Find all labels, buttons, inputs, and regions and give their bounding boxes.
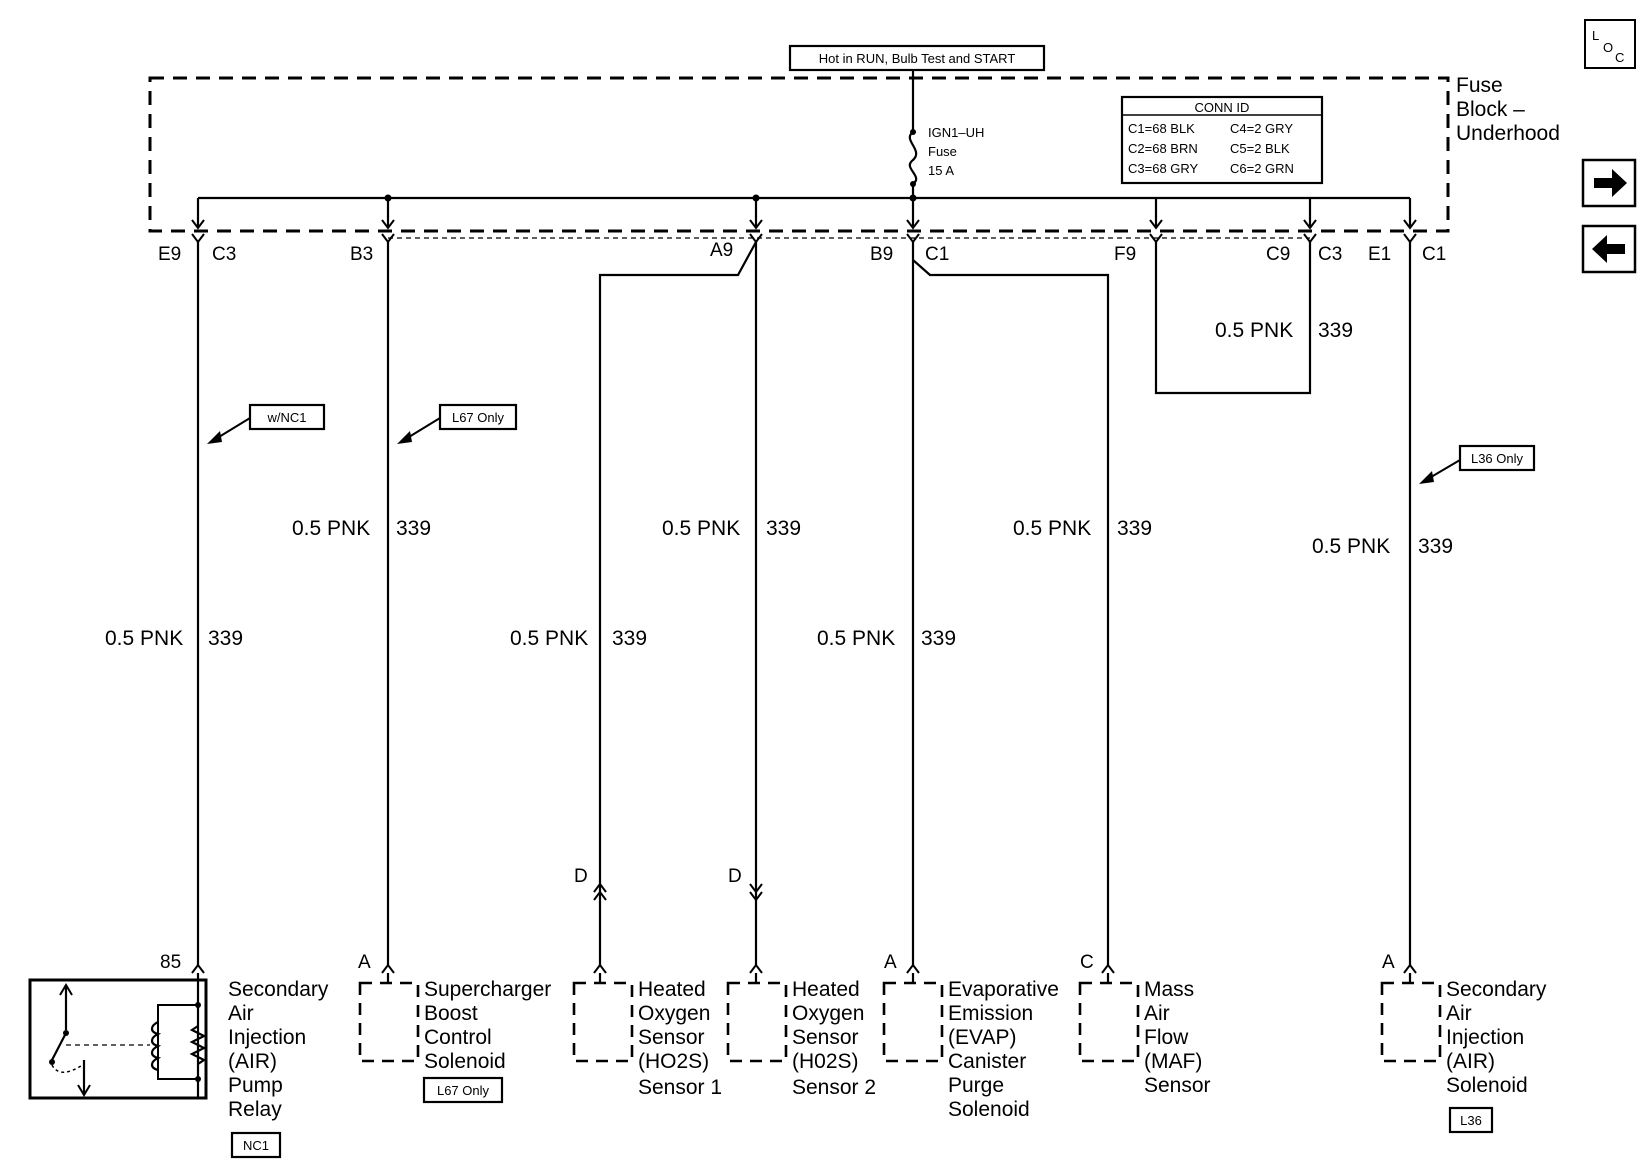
svg-text:Relay: Relay	[228, 1098, 282, 1121]
pin-b9: B9	[870, 244, 894, 265]
svg-text:(EVAP): (EVAP)	[948, 1026, 1017, 1049]
wire-gauge-1: 0.5 PNK	[105, 627, 184, 650]
svg-text:Air: Air	[1446, 1002, 1472, 1025]
ho2s-sensor2-box	[728, 983, 786, 1061]
supercharger-solenoid-label	[424, 978, 551, 1073]
svg-text:Supercharger: Supercharger	[424, 978, 552, 1001]
svg-text:L36 Only: L36 Only	[1470, 451, 1524, 466]
svg-text:Air: Air	[1144, 1002, 1170, 1025]
terminal-a-supercharger: A	[358, 952, 371, 973]
terminal-symbols	[192, 965, 1416, 973]
next-page-icon[interactable]	[1583, 160, 1635, 206]
svg-text:O: O	[1603, 40, 1614, 55]
svg-text:Solenoid: Solenoid	[948, 1098, 1030, 1121]
power-bus	[198, 195, 1410, 227]
air-solenoid-label	[1446, 978, 1547, 1097]
pin-e1: E1	[1368, 244, 1392, 265]
svg-text:Purge: Purge	[948, 1074, 1005, 1097]
option-tag-l36	[1419, 446, 1534, 484]
svg-text:(HO2S): (HO2S)	[638, 1050, 710, 1073]
svg-text:Canister: Canister	[948, 1050, 1027, 1073]
svg-text:Injection: Injection	[1446, 1026, 1525, 1049]
previous-page-icon[interactable]	[1583, 226, 1635, 272]
svg-text:(MAF): (MAF)	[1144, 1050, 1203, 1073]
option-tag-wnc1	[207, 405, 324, 444]
svg-text:w/NC1: w/NC1	[267, 410, 307, 425]
svg-text:NC1: NC1	[242, 1138, 270, 1153]
svg-text:(H02S): (H02S)	[792, 1050, 859, 1073]
pin-c9: C9	[1266, 244, 1291, 265]
svg-text:Oxygen: Oxygen	[638, 1002, 711, 1025]
svg-text:Heated: Heated	[792, 978, 860, 1001]
wires	[198, 242, 1410, 965]
air-pump-relay-label	[228, 978, 329, 1121]
loc-icon[interactable]	[1585, 20, 1635, 68]
terminal-c-maf: C	[1080, 952, 1094, 973]
svg-text:Pump: Pump	[228, 1074, 283, 1097]
svg-text:Sensor 1: Sensor 1	[638, 1076, 723, 1099]
wire-gauge-8: 0.5 PNK	[1312, 535, 1391, 558]
wire-circuit-5: 339	[921, 627, 957, 650]
option-tag-l36-bottom	[1450, 1108, 1492, 1132]
svg-text:Injection: Injection	[228, 1026, 307, 1049]
wire-circuit-7: 339	[1318, 319, 1354, 342]
svg-text:Sensor: Sensor	[638, 1026, 705, 1049]
evap-solenoid-box	[884, 983, 942, 1061]
svg-text:Solenoid: Solenoid	[1446, 1074, 1528, 1097]
svg-text:Secondary: Secondary	[1446, 978, 1547, 1001]
wire-circuit-8: 339	[1418, 535, 1454, 558]
svg-text:Mass: Mass	[1144, 978, 1195, 1001]
svg-text:CONN ID: CONN ID	[1194, 100, 1250, 115]
svg-text:C2=68 BRN: C2=68 BRN	[1128, 141, 1198, 156]
wire-circuit-2: 339	[396, 517, 432, 540]
fuse-type: Fuse	[928, 144, 957, 159]
wire-circuit-1: 339	[208, 627, 244, 650]
ho2s-sensor2-label	[792, 978, 876, 1099]
svg-text:Solenoid: Solenoid	[424, 1050, 506, 1073]
fuse-name: IGN1–UH	[928, 125, 985, 140]
svg-text:L67 Only: L67 Only	[436, 1083, 490, 1098]
svg-text:Sensor: Sensor	[792, 1026, 859, 1049]
ho2s-sensor1-label	[638, 978, 722, 1099]
option-tag-l67	[397, 405, 516, 444]
pin-c3-right: C3	[1318, 244, 1343, 265]
fuse-icon	[910, 129, 916, 187]
terminal-d-1: D	[574, 866, 588, 887]
svg-text:Heated: Heated	[638, 978, 706, 1001]
svg-text:L: L	[1592, 28, 1600, 43]
conn-id-table	[1122, 97, 1322, 183]
pin-a9: A9	[710, 240, 734, 261]
svg-text:Sensor: Sensor	[1144, 1074, 1211, 1097]
terminal-85: 85	[160, 952, 182, 973]
svg-text:L36: L36	[1460, 1113, 1482, 1128]
svg-text:C4=2 GRY: C4=2 GRY	[1230, 121, 1293, 136]
terminal-a-air-solenoid: A	[1382, 952, 1395, 973]
wire-circuit-4: 339	[766, 517, 802, 540]
svg-text:C1=68 BLK: C1=68 BLK	[1128, 121, 1195, 136]
wire-gauge-3: 0.5 PNK	[510, 627, 589, 650]
fuse-block-label-1: Fuse	[1456, 74, 1503, 97]
terminal-a-evap: A	[884, 952, 897, 973]
pin-c1-right: C1	[1422, 244, 1447, 265]
pin-c1-mid: C1	[925, 244, 950, 265]
wire-gauge-2: 0.5 PNK	[292, 517, 371, 540]
svg-text:Emission: Emission	[948, 1002, 1034, 1025]
svg-text:Control: Control	[424, 1026, 492, 1049]
power-source-label	[790, 46, 1044, 70]
air-solenoid-box	[1382, 983, 1440, 1061]
evap-solenoid-label	[948, 978, 1059, 1121]
svg-text:C6=2 GRN: C6=2 GRN	[1230, 161, 1294, 176]
svg-text:(AIR): (AIR)	[228, 1050, 277, 1073]
svg-text:Boost: Boost	[424, 1002, 478, 1025]
wire-gauge-6: 0.5 PNK	[1013, 517, 1092, 540]
svg-text:Flow: Flow	[1144, 1026, 1189, 1049]
svg-text:Sensor 2: Sensor 2	[792, 1076, 877, 1099]
terminal-d-2: D	[728, 866, 742, 887]
svg-text:Air: Air	[228, 1002, 254, 1025]
pin-b3: B3	[350, 244, 374, 265]
fuse-rating: 15 A	[928, 163, 955, 178]
wire-gauge-7: 0.5 PNK	[1215, 319, 1294, 342]
maf-sensor-label	[1144, 978, 1211, 1097]
wire-circuit-3: 339	[612, 627, 648, 650]
svg-text:C3=68 GRY: C3=68 GRY	[1128, 161, 1199, 176]
maf-sensor-box	[1080, 983, 1138, 1061]
wire-gauge-5: 0.5 PNK	[817, 627, 896, 650]
svg-text:L67 Only: L67 Only	[451, 410, 505, 425]
fuse-block-label-2: Block –	[1456, 98, 1525, 121]
air-pump-relay-symbol	[30, 973, 206, 1098]
svg-text:C: C	[1615, 50, 1625, 65]
pin-c3-left: C3	[212, 244, 237, 265]
wire-gauge-4: 0.5 PNK	[662, 517, 741, 540]
svg-text:Hot in RUN, Bulb Test and STAR: Hot in RUN, Bulb Test and START	[818, 51, 1016, 66]
pin-e9: E9	[158, 244, 182, 265]
wire-circuit-6: 339	[1117, 517, 1153, 540]
option-tag-l67-bottom	[424, 1078, 502, 1102]
supercharger-solenoid-box	[360, 983, 418, 1061]
svg-text:(AIR): (AIR)	[1446, 1050, 1495, 1073]
option-tag-nc1	[232, 1133, 280, 1157]
svg-text:C5=2 BLK: C5=2 BLK	[1230, 141, 1290, 156]
pin-f9: F9	[1114, 244, 1137, 265]
svg-text:Secondary: Secondary	[228, 978, 329, 1001]
svg-text:Oxygen: Oxygen	[792, 1002, 865, 1025]
fuse-block-label-3: Underhood	[1456, 122, 1560, 145]
ho2s-sensor1-box	[574, 983, 632, 1061]
svg-text:Evaporative: Evaporative	[948, 978, 1059, 1001]
